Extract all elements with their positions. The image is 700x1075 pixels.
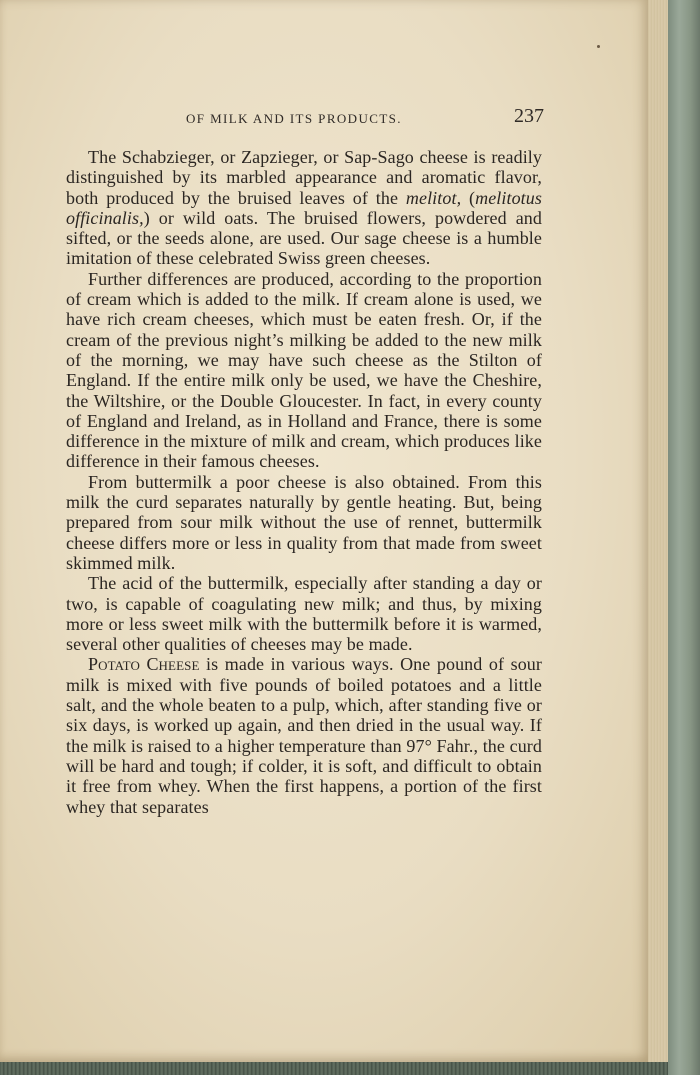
bottom-cover-edge (0, 1062, 668, 1075)
small-caps-lead: Potato Cheese (88, 654, 200, 675)
paragraph-cream: Further differences are produced, according to the proportion of cream which is added to the milk. If cream alone is used, we have rich cream cheeses, which must be eaten fresh. Or, if the cream of the previous night’s milking be added to the new milk of the morning, we may have such cheese as the Stilton of England. If the entire milk only be used, we have the Cheshire, the Wiltshire, or the Double Gloucester. In fact, in every county of England and Ireland, as in Holland and France, there is some difference in the mixture of milk and cream, which produces like difference in their famous cheeses. (66, 268, 542, 472)
paragraph-sap-sago (66, 147, 542, 269)
italic-term: melitot, (405, 187, 462, 208)
running-head (66, 105, 544, 135)
text-segment: ) or wild oats. The bruised flowers, powdered and sifted, or the seeds alone, are used. Our sage cheese is a humble imitation of these celebrated Swiss green cheeses. (66, 207, 542, 269)
text-segment: ( (461, 187, 476, 208)
text-segment: is made in various ways. One pound of sour milk is mixed with five pounds of boiled potatoes and a little salt, and the whole beaten to a pulp, which, after standing five or six days, is worked up again, and then dried in the usual way. If the milk is raised to a higher temperature than 97° Fahr., the curd will be hard and tough; if colder, it is soft, and difficult to obtain it free from whey. When the first happens, a portion of the first whey that separates (66, 654, 543, 817)
paragraph-acid: The acid of the buttermilk, especially after standing a day or two, is capable of coagulating new milk; and thus, by mixing more or less sweet milk with the buttermilk before it is warmed, several other qualities of cheeses may be made. (66, 573, 542, 655)
paragraph-buttermilk: From buttermilk a poor cheese is also obtained. From this milk the curd separates naturally by gentle heating. But, being prepared from sour milk without the use of rennet, buttermilk cheese differs more or less in quality from that made from sweet skimmed milk. (66, 471, 542, 573)
italic-term: melitotus officinalis, (66, 187, 542, 228)
page-edges (648, 0, 669, 1062)
body-text (66, 147, 542, 817)
paper-speck (597, 45, 600, 48)
text-segment: The Schabzieger, or Zapzieger, or Sap-Sago cheese is readily distinguished by its marbled appearance and aromatic flavor, both produced by the bruised leaves of the (66, 147, 542, 208)
paragraph-potato-cheese (66, 654, 542, 816)
book-cover-edge (668, 0, 700, 1075)
page-number: 237 (514, 105, 544, 127)
running-head-title: OF MILK AND ITS PRODUCTS. (186, 111, 402, 126)
